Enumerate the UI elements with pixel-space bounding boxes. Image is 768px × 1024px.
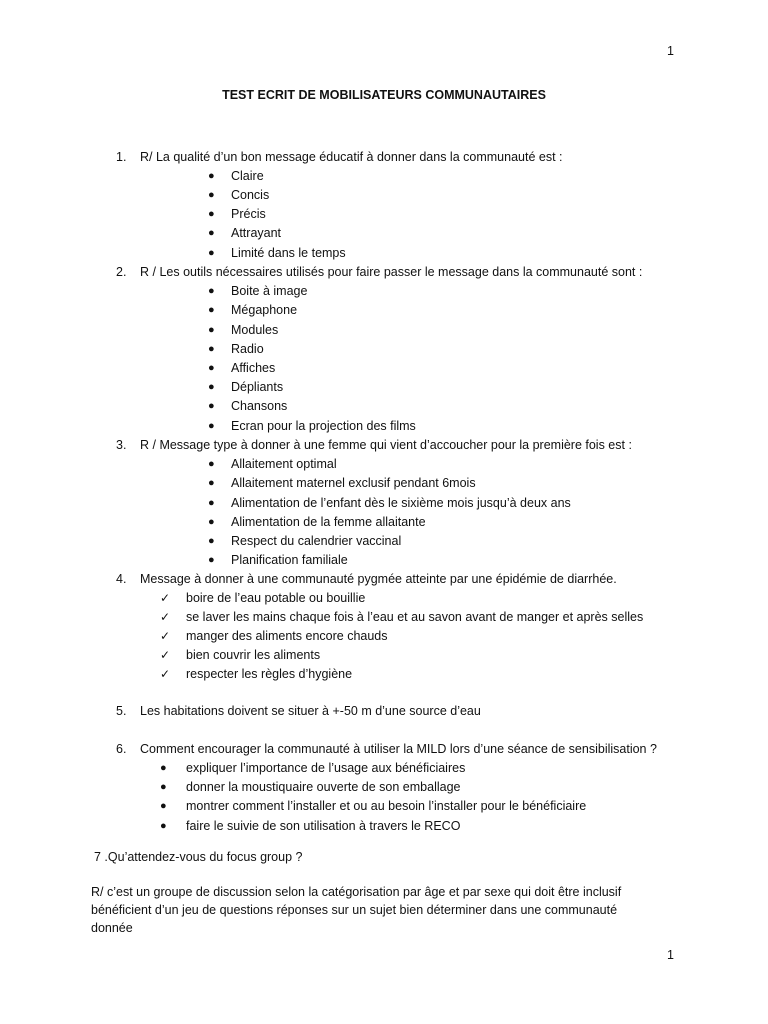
list-item-text: Claire [231,169,264,183]
bullet-icon: ● [208,170,215,182]
list-item-text: Allaitement maternel exclusif pendant 6mois [231,476,476,490]
question-number: 6. [116,742,127,756]
question-text: Message à donner à une communauté pygmée atteinte par une épidémie de diarrhée. [140,572,617,586]
list-item-text: expliquer l’importance de l’usage aux bénéficiaires [186,761,466,775]
question-text: Les habitations doivent se situer à +-50 m d’une source d’eau [140,704,481,718]
question-text: Comment encourager la communauté à utiliser la MILD lors d’une séance de sensibilisation ? [140,742,657,756]
bullet-icon: ● [160,781,167,793]
list-item-text: Concis [231,188,270,202]
page-number-bottom: 1 [667,948,674,962]
bullet-icon: ● [208,285,215,297]
list-item-text: Modules [231,323,279,337]
list-item-text: Respect du calendrier vaccinal [231,534,402,548]
question-text: R / Les outils nécessaires utilisés pour faire passer le message dans la communauté sont : [140,265,643,279]
answer-line: donnée [91,921,133,935]
question-7: 7 .Qu’attendez-vous du focus group ? [94,850,303,864]
question-number: 4. [116,572,127,586]
checkmark-icon: ✓ [160,648,171,662]
list-item-text: Alimentation de la femme allaitante [231,515,426,529]
list-item-text: bien couvrir les aliments [186,648,321,662]
list-item-text: Chansons [231,399,288,413]
list-item-text: Dépliants [231,380,284,394]
bullet-icon: ● [208,324,215,336]
checkmark-icon: ✓ [160,667,171,681]
question-number: 3. [116,438,127,452]
checkmark-icon: ✓ [160,610,171,624]
question-text: R / Message type à donner à une femme qui vient d’accoucher pour la première fois est : [140,438,632,452]
bullet-icon: ● [208,420,215,432]
answer-line: bénéficient d’un jeu de questions réponses sur un sujet bien déterminer dans une communauté [91,903,618,917]
list-item-text: faire le suivie de son utilisation à travers le RECO [186,819,461,833]
bullet-icon: ● [208,208,215,220]
bullet-icon: ● [208,458,215,470]
list-item-text: Allaitement optimal [231,457,337,471]
bullet-icon: ● [208,227,215,239]
bullet-icon: ● [208,247,215,259]
bullet-icon: ● [208,554,215,566]
list-item-text: respecter les règles d’hygiène [186,667,353,681]
bullet-icon: ● [160,800,167,812]
list-item-text: Mégaphone [231,303,298,317]
bullet-icon: ● [208,343,215,355]
checkmark-icon: ✓ [160,629,171,643]
bullet-icon: ● [160,762,167,774]
bullet-icon: ● [208,400,215,412]
checkmark-icon: ✓ [160,591,171,605]
question-number: 2. [116,265,127,279]
bullet-icon: ● [208,477,215,489]
answer-line: R/ c’est un groupe de discussion selon la catégorisation par âge et par sexe qui doit être inclusif [91,885,622,899]
list-item-text: Attrayant [231,226,282,240]
bullet-icon: ● [208,381,215,393]
bullet-icon: ● [208,535,215,547]
bullet-icon: ● [160,820,167,832]
page-title: TEST ECRIT DE MOBILISATEURS COMMUNAUTAIRES [222,88,546,102]
list-item-text: se laver les mains chaque fois à l’eau et au savon avant de manger et après selles [186,610,644,624]
list-item-text: Alimentation de l’enfant dès le sixième mois jusqu’à deux ans [231,496,571,510]
list-item-text: Limité dans le temps [231,246,346,260]
page-number-top: 1 [667,44,674,58]
list-item-text: Précis [231,207,266,221]
list-item-text: boire de l’eau potable ou bouillie [186,591,366,605]
list-item-text: Boite à image [231,284,308,298]
list-item-text: Affiches [231,361,276,375]
bullet-icon: ● [208,516,215,528]
list-item-text: donner la moustiquaire ouverte de son emballage [186,780,461,794]
list-item-text: montrer comment l’installer et ou au besoin l’installer pour le bénéficiaire [186,799,587,813]
bullet-icon: ● [208,189,215,201]
list-item-text: manger des aliments encore chauds [186,629,388,643]
bullet-icon: ● [208,362,215,374]
list-item-text: Radio [231,342,264,356]
bullet-icon: ● [208,304,215,316]
question-number: 5. [116,704,127,718]
question-number: 1. [116,150,127,164]
bullet-icon: ● [208,497,215,509]
list-item-text: Planification familiale [231,553,348,567]
question-text: R/ La qualité d’un bon message éducatif à donner dans la communauté est : [140,150,563,164]
list-item-text: Ecran pour la projection des films [231,419,416,433]
